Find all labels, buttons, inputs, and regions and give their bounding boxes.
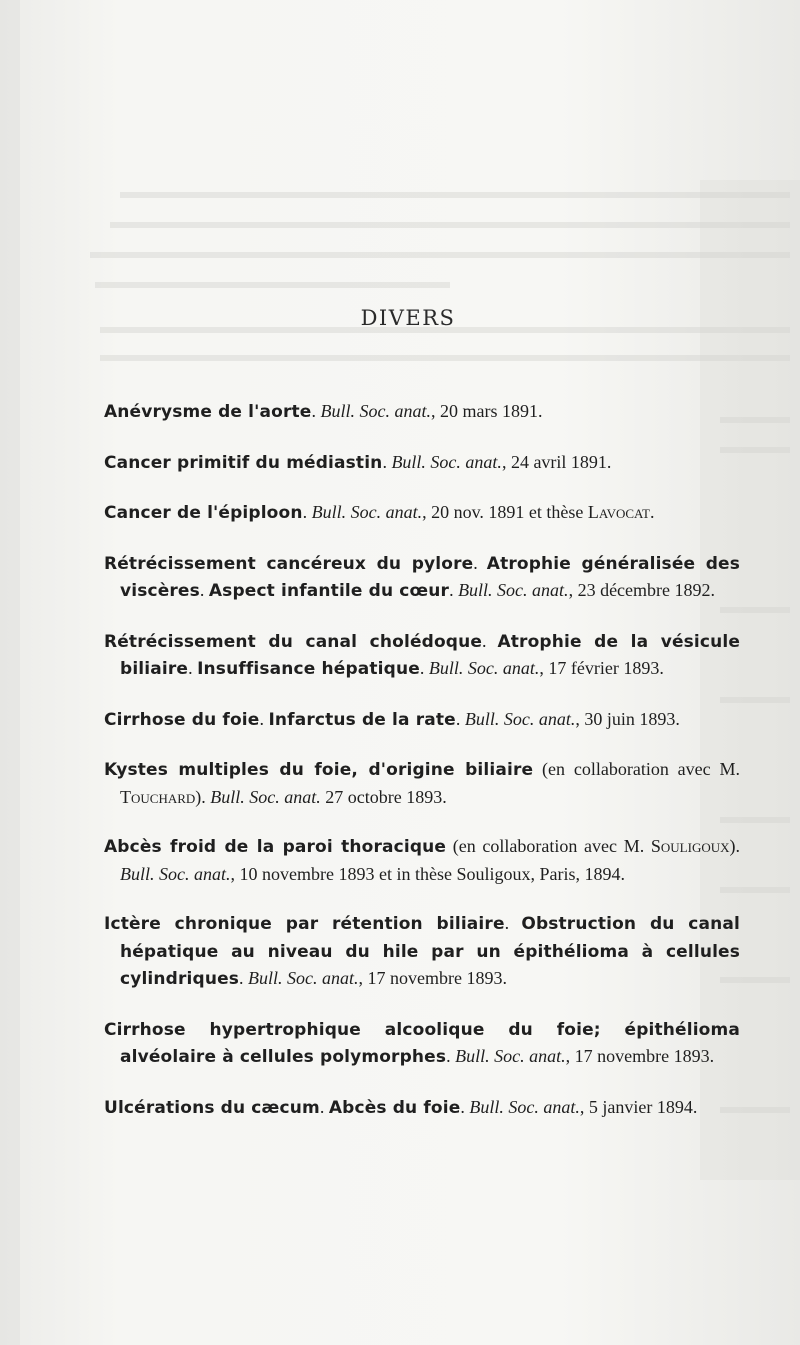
journal-name: Bull. Soc. anat. [464, 708, 576, 729]
citation-text: , 10 novembre 1893 et in thèse Souligoux, Paris, 1894. [230, 863, 625, 884]
citation-text: , 30 juin 1893. [575, 708, 680, 729]
journal-name: Bull. Soc. anat. [210, 786, 321, 807]
citation-text: (en collaboration avec M. [446, 836, 651, 856]
citation-text: ). [729, 836, 741, 856]
entry-title: Atrophie de la vésicule biliaire [120, 631, 741, 679]
bibliography-entry [104, 1094, 740, 1122]
citation-text: . [504, 913, 522, 933]
bibliography-entry [104, 706, 740, 734]
journal-name: Bull. Soc. anat. [320, 401, 431, 421]
citation-text: , 17 novembre 1893. [565, 1046, 715, 1066]
citation-text: , 23 décembre 1892. [568, 580, 716, 600]
bibliography-entry [104, 756, 740, 810]
citation-text: . [482, 630, 498, 651]
bibliography-list [104, 398, 740, 1144]
bibliography-entry [104, 833, 740, 887]
entry-title: Insuffisance hépatique [197, 659, 420, 679]
citation-text: . [188, 658, 198, 678]
citation-text: . [382, 451, 392, 472]
citation-text: (en collaboration avec M. [533, 759, 740, 779]
entry-title: Cirrhose du foie [104, 709, 260, 730]
entry-title: Aspect infantile du cœur [208, 581, 450, 601]
entry-title: Cancer primitif du médiastin [104, 452, 383, 473]
entry-title: Infarctus de la rate [268, 709, 456, 730]
citation-text: , 20 mars 1891. [430, 401, 543, 421]
bibliography-entry [104, 398, 740, 426]
citation-text: . [649, 502, 655, 522]
citation-text: 27 octobre 1893. [320, 786, 447, 807]
citation-text: , 5 janvier 1894. [579, 1096, 698, 1117]
entry-title: Rétrécissement du canal cholédoque [104, 631, 483, 652]
citation-text: ). [195, 786, 211, 807]
author-name: Touchard [120, 786, 196, 807]
journal-name: Bull. Soc. anat. [311, 502, 423, 522]
entry-title: Obstruction du canal hépatique au niveau du hile par un épithélioma à cellules cylindriques [120, 914, 740, 989]
citation-text: . [319, 1096, 329, 1117]
citation-text: . [449, 580, 459, 600]
citation-text: . [199, 580, 209, 600]
citation-text: . [239, 968, 249, 988]
bibliography-entry [104, 449, 740, 477]
author-name: Souligoux [650, 836, 730, 856]
journal-name: Bull. Soc. anat. [455, 1046, 566, 1066]
citation-text: , 20 nov. 1891 et thèse [422, 502, 588, 522]
citation-text: . [446, 1046, 456, 1066]
entry-title: Anévrysme de l'aorte [104, 402, 312, 422]
citation-text: , 17 novembre 1893. [358, 968, 507, 988]
bibliography-entry [104, 499, 740, 527]
journal-name: Bull. Soc. anat. [391, 451, 502, 472]
citation-text: , 17 février 1893. [539, 658, 664, 678]
journal-name: Bull. Soc. anat. [248, 968, 359, 988]
entry-title: Abcès froid de la paroi thoracique [104, 837, 447, 857]
entry-title: Abcès du foie [328, 1097, 461, 1118]
journal-name: Bull. Soc. anat. [428, 658, 540, 678]
section-heading: DIVERS [360, 306, 456, 330]
bibliography-entry [104, 550, 740, 605]
bibliography-entry [104, 1016, 740, 1071]
citation-text: . [311, 401, 321, 421]
entry-title: Atrophie généralisée des viscères [120, 553, 740, 601]
entry-title: Ictère chronique par rétention biliaire [104, 914, 505, 934]
bibliography-entry [104, 910, 740, 993]
citation-text: . [259, 708, 269, 729]
citation-text: . [302, 502, 312, 522]
author-name: Lavocat [587, 502, 650, 522]
entry-title: Cancer de l'épiploon [104, 503, 303, 523]
entry-title: Kystes multiples du foie, d'origine biliaire [104, 760, 534, 780]
citation-text: , 24 avril 1891. [501, 451, 612, 472]
citation-text: . [473, 552, 487, 573]
journal-name: Bull. Soc. anat. [120, 863, 231, 884]
journal-name: Bull. Soc. anat. [458, 580, 569, 600]
entry-title: Cirrhose hypertrophique alcoolique du foie; épithélioma alvéolaire à cellules polymorphes [104, 1019, 740, 1067]
journal-name: Bull. Soc. anat. [469, 1096, 580, 1117]
entry-title: Rétrécissement cancéreux du pylore [104, 553, 474, 574]
citation-text: . [460, 1096, 470, 1117]
citation-text: . [455, 708, 465, 729]
citation-text: . [419, 658, 429, 678]
bibliography-entry [104, 628, 740, 683]
entry-title: Ulcérations du cæcum [104, 1097, 320, 1118]
